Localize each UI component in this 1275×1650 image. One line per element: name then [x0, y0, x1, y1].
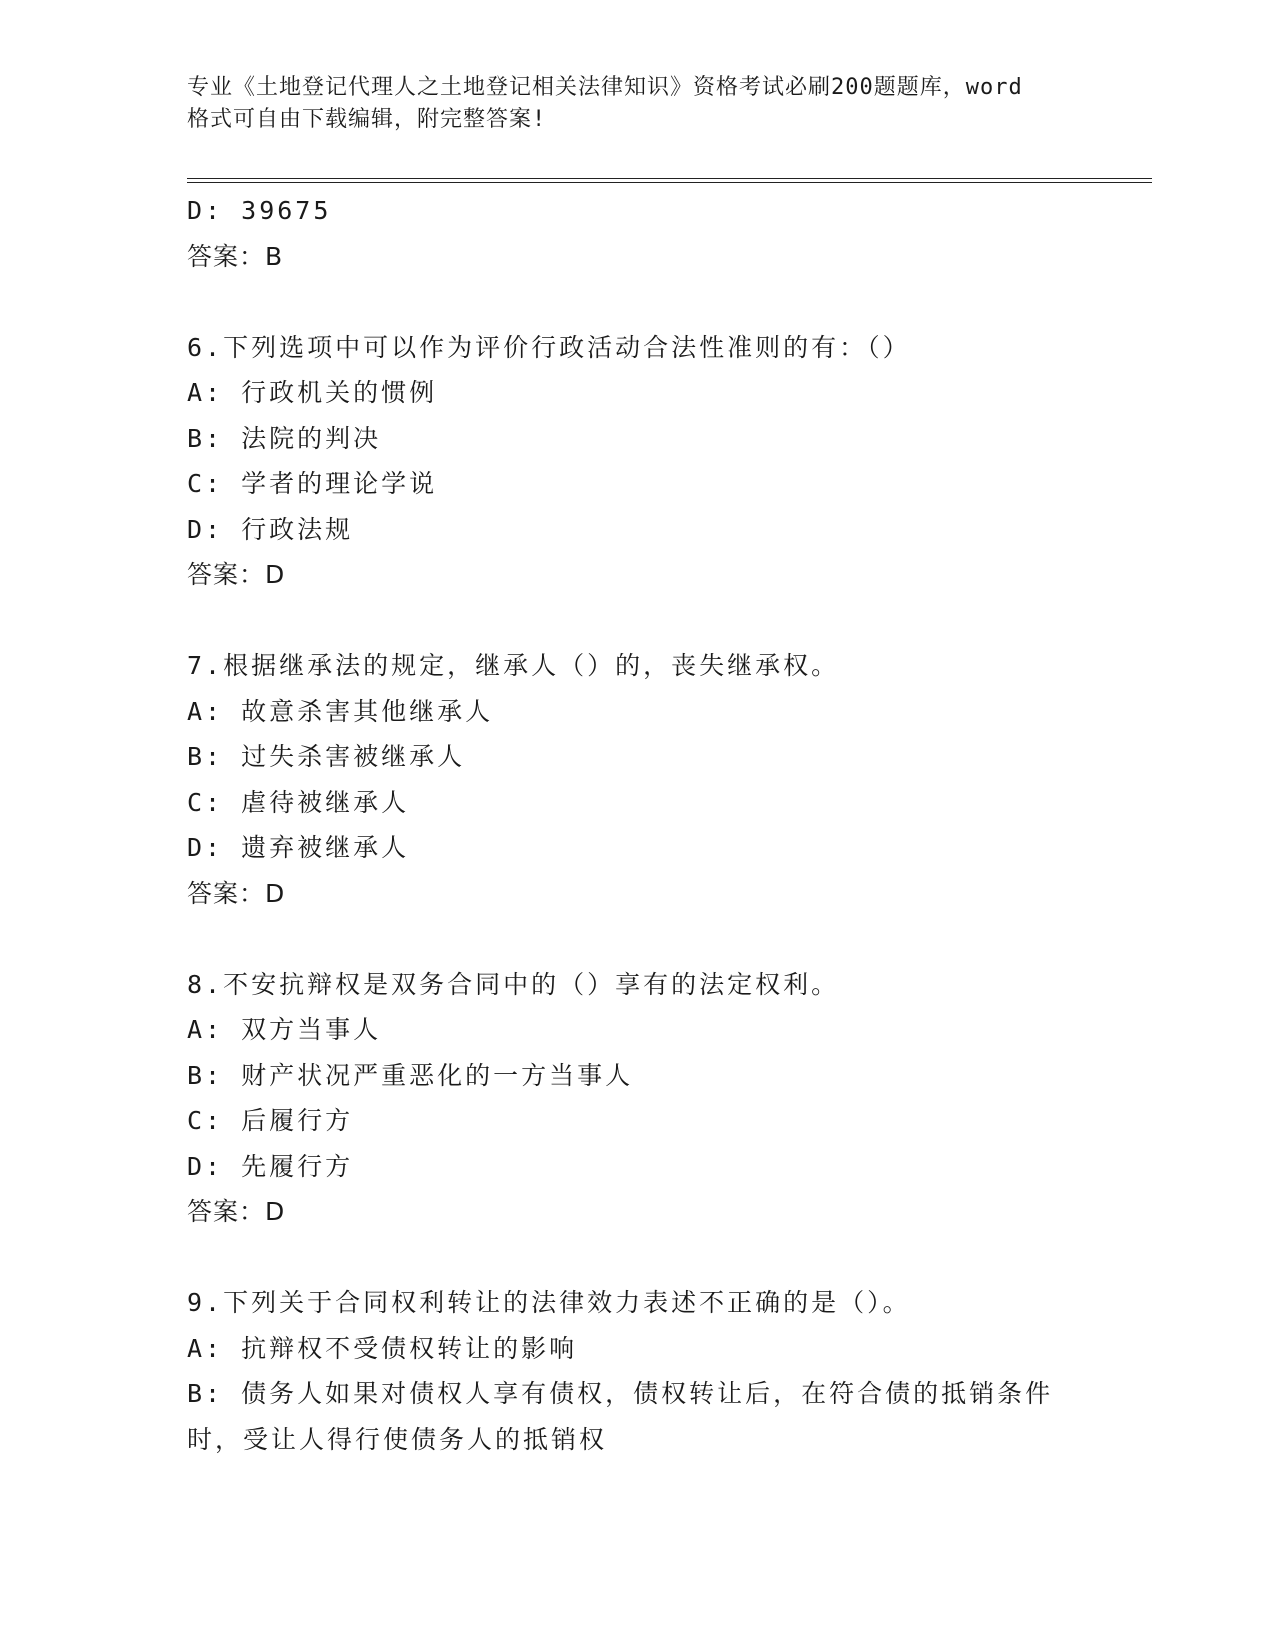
document-header: [187, 72, 1087, 136]
header-line-1: 专业《土地登记代理人之土地登记相关法律知识》资格考试必刷200题题库，word: [187, 75, 1023, 100]
option-a: A: 行政机关的惯例: [187, 378, 438, 407]
option-b: B: 过失杀害被继承人: [187, 742, 466, 771]
option-c: C: 学者的理论学说: [187, 469, 438, 498]
option-a: A: 故意杀害其他继承人: [187, 696, 494, 726]
answer: 答案：B: [187, 241, 284, 271]
question-stem: 9.下列关于合同权利转让的法律效力表述不正确的是（）。: [187, 1288, 911, 1317]
option-b: B: 财产状况严重恶化的一方当事人: [187, 1060, 634, 1090]
header-line-2: 格式可自由下载编辑，附完整答案!: [187, 107, 547, 132]
option-b-line-1: B: 债务人如果对债权人享有债权，债权转让后，在符合债的抵销条件: [187, 1379, 1054, 1408]
document-body: [187, 188, 1087, 1462]
question-stem: 6.下列选项中可以作为评价行政活动合法性准则的有：（）: [187, 332, 911, 362]
option-d: D: 遗弃被继承人: [187, 833, 410, 862]
option-b: B: 法院的判决: [187, 423, 382, 453]
question-stem: 7.根据继承法的规定，继承人（）的，丧失继承权。: [187, 651, 840, 680]
question-stem: 8.不安抗辩权是双务合同中的（）享有的法定权利。: [187, 969, 840, 999]
option-d: D: 先履行方: [187, 1151, 354, 1181]
option-d: D: 39675: [187, 196, 332, 225]
option-a: A: 抗辩权不受债权转让的影响: [187, 1333, 578, 1363]
answer: 答案：D: [187, 560, 286, 589]
option-d: D: 行政法规: [187, 514, 354, 544]
answer: 答案：D: [187, 1197, 286, 1226]
header-divider: [187, 178, 1152, 179]
header-divider-secondary: [187, 182, 1152, 183]
option-c: C: 后履行方: [187, 1106, 354, 1135]
option-a: A: 双方当事人: [187, 1015, 382, 1044]
option-b-line-2: 时，受让人得行使债务人的抵销权: [187, 1424, 608, 1454]
answer: 答案：D: [187, 878, 286, 908]
option-c: C: 虐待被继承人: [187, 787, 410, 817]
